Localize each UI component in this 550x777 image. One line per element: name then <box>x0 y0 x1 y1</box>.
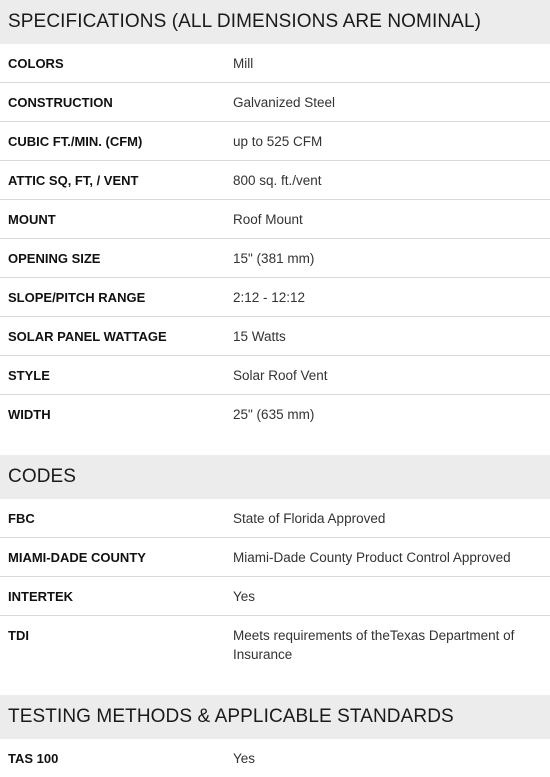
spec-value: 25" (635 mm) <box>233 407 315 422</box>
spec-value: Galvanized Steel <box>233 95 336 110</box>
code-row-intertek <box>0 577 550 616</box>
spec-value: 800 sq. ft./vent <box>233 173 322 188</box>
testing-label: TAS 100 <box>8 751 59 766</box>
spec-row-construction <box>0 83 550 122</box>
spec-row-width <box>0 395 550 433</box>
spec-label: STYLE <box>8 368 50 383</box>
section-spacer <box>0 433 550 455</box>
code-label: FBC <box>8 511 35 526</box>
testing-table <box>0 739 550 777</box>
spec-row-solar-wattage <box>0 317 550 356</box>
spec-label: OPENING SIZE <box>8 251 101 266</box>
spec-label: ATTIC SQ, FT, / VENT <box>8 173 139 188</box>
spec-row-attic-area <box>0 161 550 200</box>
spec-row-cfm <box>0 122 550 161</box>
code-label: MIAMI-DADE COUNTY <box>8 550 146 565</box>
code-row-tdi <box>0 616 550 673</box>
spec-label: SOLAR PANEL WATTAGE <box>8 329 167 344</box>
section-title-testing-methods: TESTING METHODS & APPLICABLE STANDARDS <box>0 695 550 739</box>
code-row-fbc <box>0 499 550 538</box>
spec-value: Solar Roof Vent <box>233 368 328 383</box>
spec-value: Roof Mount <box>233 212 303 227</box>
section-title-codes: CODES <box>0 455 550 499</box>
spec-value: 15" (381 mm) <box>233 251 315 266</box>
code-value: Miami-Dade County Product Control Approved <box>233 550 511 565</box>
code-label: TDI <box>8 628 29 643</box>
code-value: Yes <box>233 589 256 604</box>
spec-value: up to 525 CFM <box>233 134 323 149</box>
section-title-specifications: SPECIFICATIONS (ALL DIMENSIONS ARE NOMINAL) <box>0 0 550 44</box>
code-row-miami-dade <box>0 538 550 577</box>
spec-label: MOUNT <box>8 212 56 227</box>
spec-label: CUBIC FT./MIN. (CFM) <box>8 134 143 149</box>
code-value: Meets requirements of theTexas Department of Insurance <box>233 628 515 662</box>
specifications-table <box>0 44 550 433</box>
section-spacer <box>0 673 550 695</box>
spec-row-style <box>0 356 550 395</box>
spec-row-slope-pitch <box>0 278 550 317</box>
spec-value: 15 Watts <box>233 329 286 344</box>
spec-value: Mill <box>233 56 254 71</box>
code-value: State of Florida Approved <box>233 511 386 526</box>
code-label: INTERTEK <box>8 589 73 604</box>
spec-row-opening-size <box>0 239 550 278</box>
spec-value: 2:12 - 12:12 <box>233 290 306 305</box>
spec-label: WIDTH <box>8 407 51 422</box>
spec-row-colors <box>0 44 550 83</box>
codes-table <box>0 499 550 673</box>
spec-label: SLOPE/PITCH RANGE <box>8 290 146 305</box>
testing-value: Yes <box>233 751 256 766</box>
spec-label: CONSTRUCTION <box>8 95 113 110</box>
spec-row-mount <box>0 200 550 239</box>
spec-label: COLORS <box>8 56 64 71</box>
testing-row-tas100 <box>0 739 550 777</box>
